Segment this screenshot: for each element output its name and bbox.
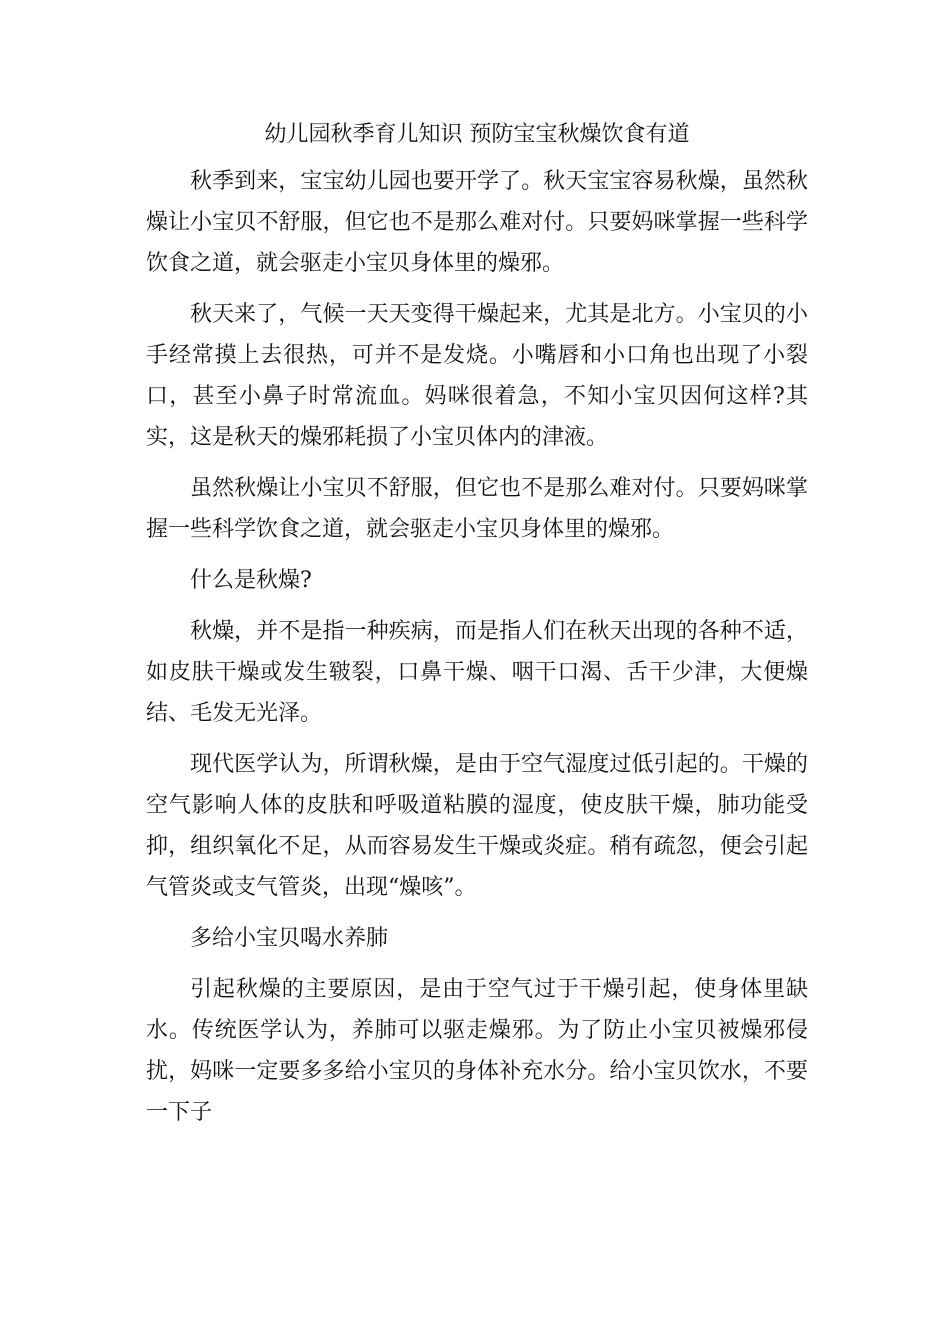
- section-heading-drink-water: 多给小宝贝喝水养肺: [190, 926, 389, 951]
- paragraph-symptoms: 秋天来了，气候一天天变得干燥起来，尤其是北方。小宝贝的小手经常摸上去很热，可并不是发烧。小嘴唇和小口角也出现了小裂口，甚至小鼻子时常流血。妈咪很着急，不知小宝贝因何这样?其实，这是秋天的燥邪耗损了小宝贝体内的津液。: [146, 302, 808, 450]
- paragraph-water-advice: 引起秋燥的主要原因，是由于空气过于干燥引起，使身体里缺水。传统医学认为，养肺可以驱走燥邪。为了防止小宝贝被燥邪侵扰，妈咪一定要多多给小宝贝的身体补充水分。给小宝贝饮水，不要一下子: [146, 977, 808, 1125]
- paragraph-definition: 秋燥，并不是指一种疾病，而是指人们在秋天出现的各种不适，如皮肤干燥或发生皲裂，口鼻干燥、咽干口渴、舌干少津，大便燥结、毛发无光泽。: [146, 619, 808, 726]
- document-title: 幼儿园秋季育儿知识 预防宝宝秋燥饮食有道: [264, 122, 690, 147]
- document-body: [146, 121, 808, 1143]
- paragraph-medical-view: 现代医学认为，所谓秋燥，是由于空气湿度过低引起的。干燥的空气影响人体的皮肤和呼吸道粘膜的湿度，使皮肤干燥，肺功能受抑，组织氧化不足，从而容易发生干燥或炎症。稍有疏忽，便会引起气管炎或支气管炎，出现“燥咳”。: [146, 752, 808, 900]
- paragraph-intro: 秋季到来，宝宝幼儿园也要开学了。秋天宝宝容易秋燥，虽然秋燥让小宝贝不舒服，但它也不是那么难对付。只要妈咪掌握一些科学饮食之道，就会驱走小宝贝身体里的燥邪。: [146, 169, 808, 276]
- section-heading-what-is-dryness: 什么是秋燥?: [190, 568, 312, 593]
- paragraph-diet-advice: 虽然秋燥让小宝贝不舒服，但它也不是那么难对付。只要妈咪掌握一些科学饮食之道，就会驱走小宝贝身体里的燥邪。: [146, 476, 808, 542]
